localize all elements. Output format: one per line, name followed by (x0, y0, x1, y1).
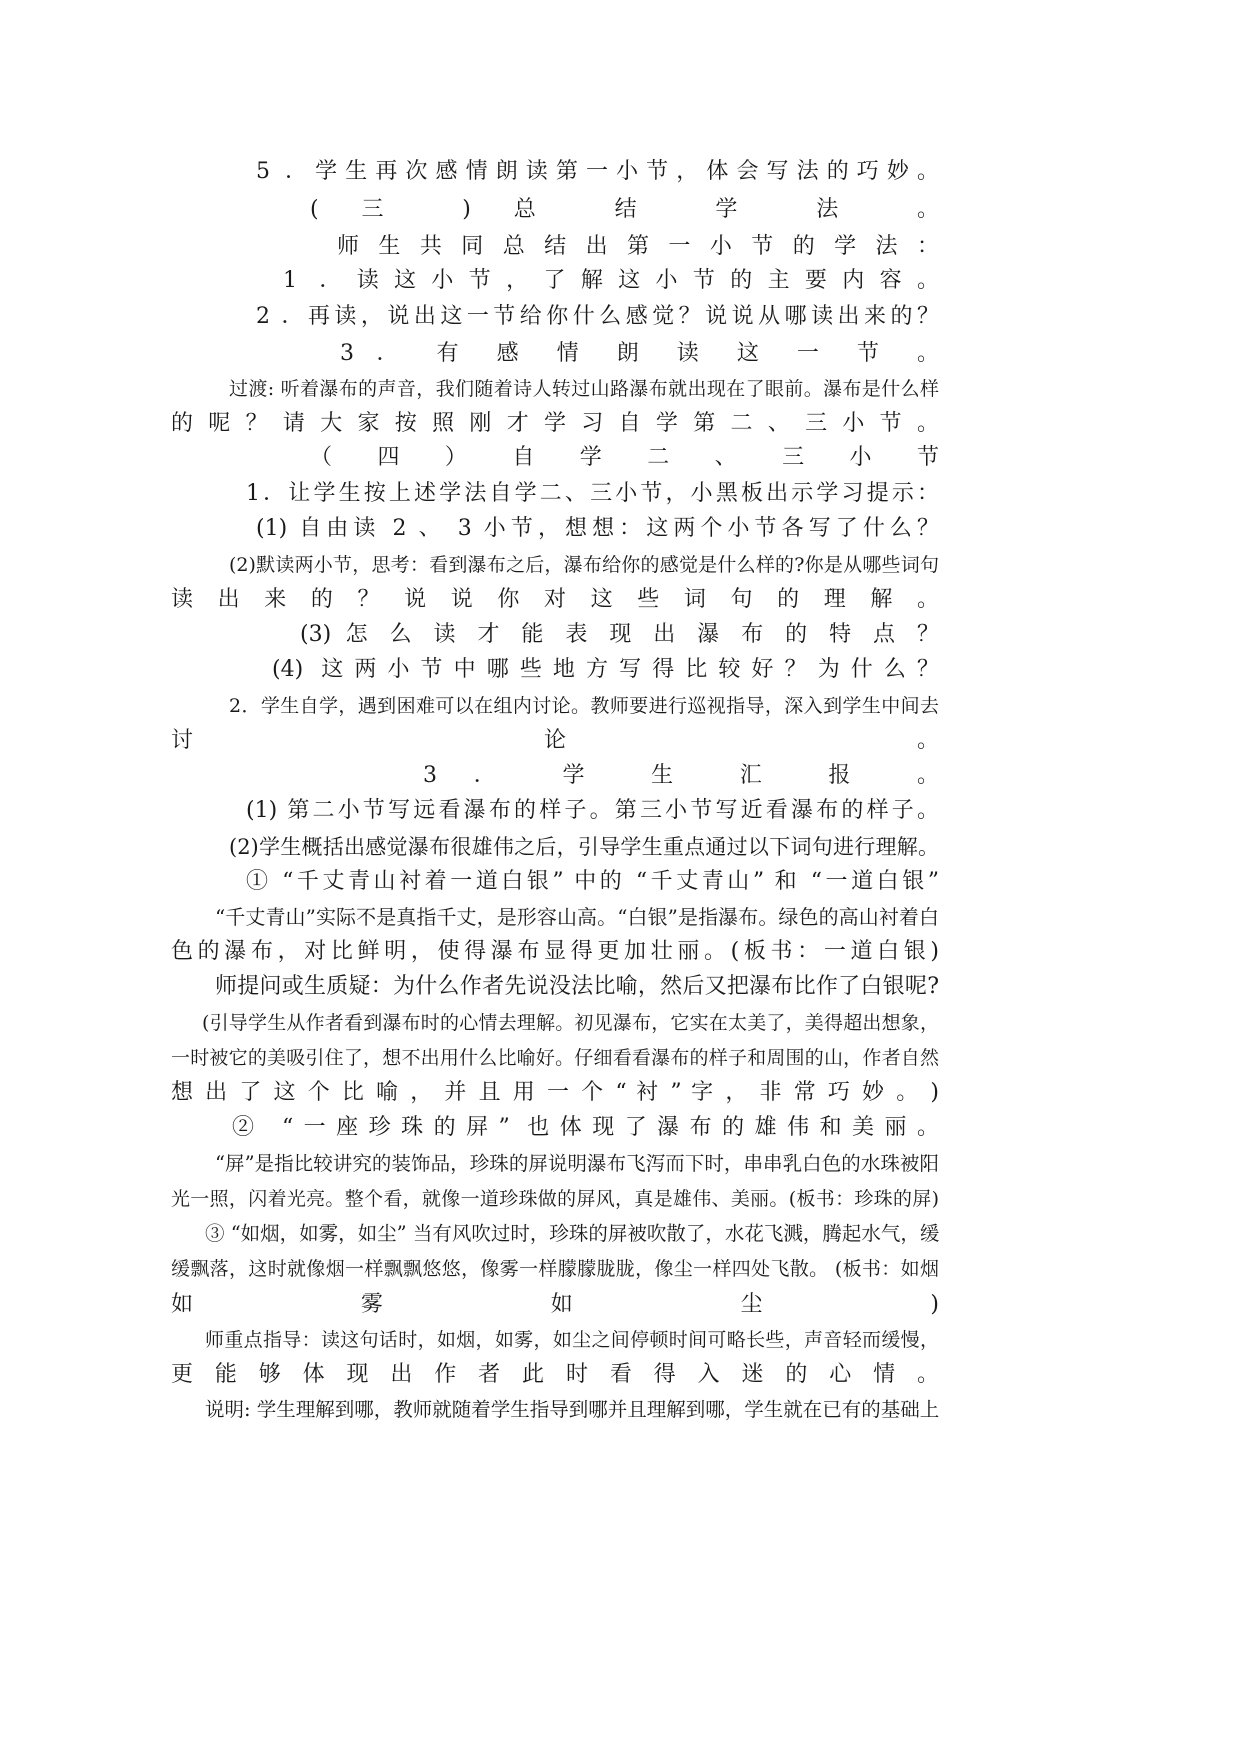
text-line: 的呢？请大家按照刚才学习自学第二、三小节。 (171, 411, 939, 436)
text-line: 2 ．再读，说出这一节给你什么感觉？说说从哪读出来的？ (256, 304, 939, 329)
text-line: (4) 这两小节中哪些地方写得比较好？为什么？ (272, 657, 939, 682)
text-line: 师生共同总结出第一小节的学法： (337, 234, 939, 259)
text-line: 2．学生自学，遇到困难可以在组内讨论。教师要进行巡视指导，深入到学生中间去 (229, 695, 939, 717)
text-line: 5 ．学生再次感情朗读第一小节，体会写法的巧妙。 (256, 159, 939, 184)
text-line: (引导学生从作者看到瀑布时的心情去理解。初见瀑布，它实在太美了，美得超出想象， (202, 1012, 939, 1034)
section-heading: ( 三 ) 总 结 学 法 。 (310, 197, 939, 222)
text-line: 1 ．读这小节，了解这小节的主要内容。 (283, 268, 939, 293)
text-line: (2)学生概括出感觉瀑布很雄伟之后，引导学生重点通过以下词句进行理解。 (229, 835, 939, 859)
text-line: “屏”是指比较讲究的装饰品，珍珠的屏说明瀑布飞泻而下时，串串乳白色的水珠被阳 (215, 1152, 939, 1175)
text-line: “千丈青山”实际不是真指千丈，是形容山高。“白银”是指瀑布。绿色的高山衬着白 (215, 905, 939, 929)
text-line: 讨 论 。 (171, 728, 939, 753)
text-line: 色的瀑布，对比鲜明，使得瀑布显得更加壮丽。(板书：一道白银) (171, 939, 939, 964)
section-heading: （ 四 ） 自 学 二 、 三 小 节 (310, 445, 939, 470)
text-line: ① “千丈青山衬着一道白银” 中的 “千丈青山” 和 “一道白银” (246, 869, 939, 894)
text-line: 如 雾 如 尘 ) (171, 1292, 939, 1317)
text-line: (1) 自由读 2 、 3 小节，想想：这两个小节各写了什么？ (256, 516, 939, 541)
text-line: 更 能 够 体 现 出 作 者 此 时 看 得 入 迷 的 心 情 。 (171, 1362, 939, 1387)
text-line: 3 ． 学 生 汇 报 。 (423, 763, 939, 788)
text-line: (3) 怎 么 读 才 能 表 现 出 瀑 布 的 特 点 ？ (300, 622, 939, 647)
text-line: (1) 第二小节写远看瀑布的样子。第三小节写近看瀑布的样子。 (246, 798, 939, 823)
text-line: 想 出 了 这 个 比 喻 ， 并 且 用 一 个 “ 衬 ” 字 ， 非 常 巧 妙 。 ) (171, 1080, 939, 1105)
text-line: ③ “如烟，如雾，如尘” 当有风吹过时，珍珠的屏被吹散了，水花飞溅，腾起水气，缓 (205, 1222, 939, 1245)
text-line: 说明: 学生理解到哪，教师就随着学生指导到哪并且理解到哪，学生就在已有的基础上 (205, 1398, 939, 1421)
text-line: 一时被它的美吸引住了，想不出用什么比喻好。仔细看看瀑布的样子和周围的山，作者自然 (171, 1047, 939, 1069)
text-line: 师重点指导：读这句话时，如烟，如雾，如尘之间停顿时间可略长些，声音轻而缓慢， (205, 1329, 939, 1351)
text-line: ② “一座珍珠的屏” 也体现了瀑布的雄伟和美丽。 (232, 1115, 939, 1140)
text-line: 1．让学生按上述学法自学二、三小节，小黑板出示学习提示： (246, 481, 939, 506)
text-line: 师提问或生质疑：为什么作者先说没法比喻，然后又把瀑布比作了白银呢? (215, 974, 939, 999)
text-line: 读 出 来 的 ？ 说 说 你 对 这 些 词 句 的 理 解 。 (171, 587, 939, 612)
text-line: (2)默读两小节，思考：看到瀑布之后，瀑布给你的感觉是什么样的?你是从哪些词句 (229, 554, 939, 576)
text-line: 过渡: 听着瀑布的声音，我们随着诗人转过山路瀑布就出现在了眼前。瀑布是什么样 (229, 378, 939, 400)
text-line: 缓飘落，这时就像烟一样飘飘悠悠，像雾一样朦朦胧胧，像尘一样四处飞散。 (板书：如烟 (171, 1258, 939, 1280)
text-line: 光一照，闪着光亮。整个看，就像一道珍珠做的屏风，真是雄伟、美丽。(板书：珍珠的屏) (171, 1188, 939, 1210)
text-line: 3 ． 有 感 情 朗 读 这 一 节 。 (340, 341, 939, 366)
